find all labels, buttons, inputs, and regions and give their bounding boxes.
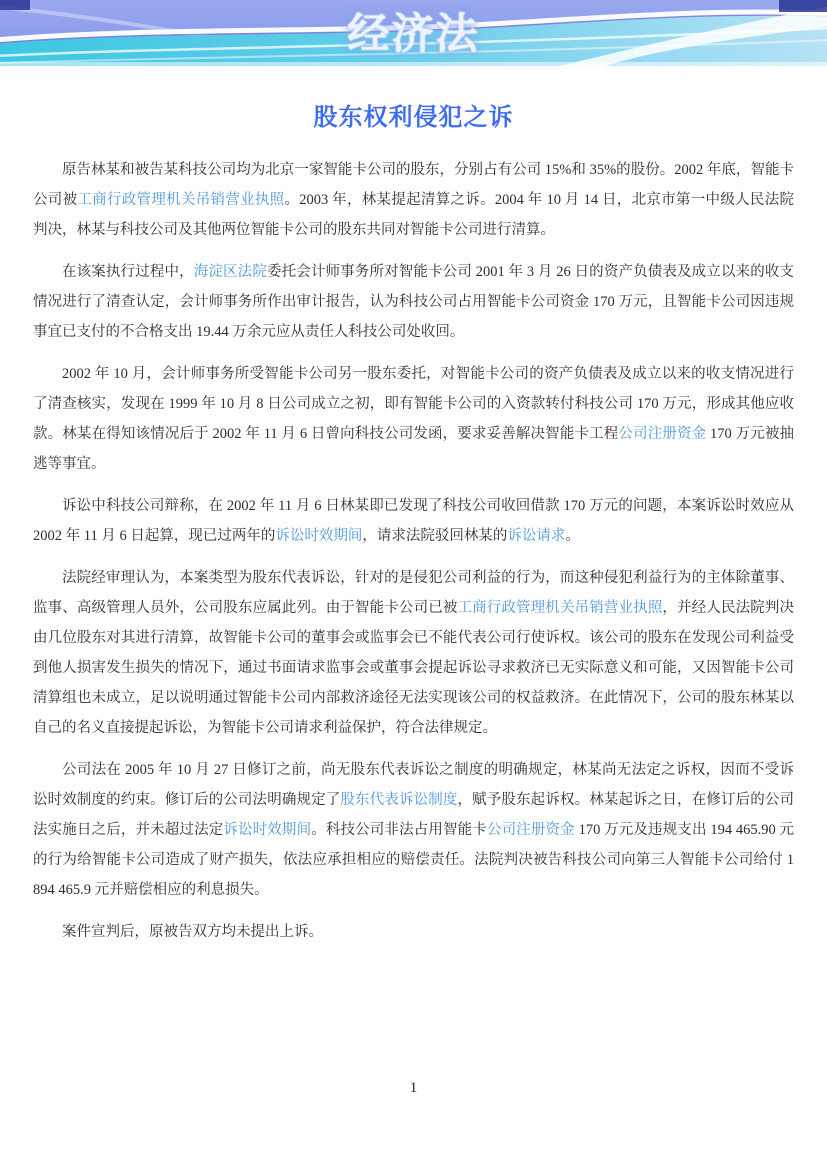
page-number: 1 — [409, 1080, 418, 1096]
paragraph — [33, 491, 794, 551]
paragraph-text: 170 万元及违规支出 194 465.90 元的行为给智能卡公司造成了财产损失，依法应承担相应的赔偿责任。法院判决被告科技公司向第三人智能卡公司给付 1 894 465.9 元并赔偿相应的利息损失。 — [33, 822, 795, 898]
paragraph-text: 公司法在 2005 年 10 月 27 日修订之前，尚无股东代表诉讼之制度的明确规定，林某尚无法定之诉权，因而不受诉讼时效制度的约束。修订后的公司法明确规定了 — [33, 762, 794, 808]
paragraph-text: ，赋予股东起诉权。林某起诉之日，在修订后的公司法实施日之后，并未超过法定 — [33, 792, 795, 838]
term-link[interactable]: 公司注册资金 — [618, 426, 707, 442]
header-banner — [0, 0, 827, 66]
term-link[interactable]: 公司注册资金 — [486, 822, 575, 838]
paragraph-text: 在该案执行过程中， — [62, 264, 194, 280]
term-link[interactable]: 诉讼时效期间 — [223, 822, 312, 838]
paragraph — [33, 917, 794, 947]
paragraph-text: 委托会计师事务所对智能卡公司 2001 年 3 月 26 日的资产负债表及成立以来的收支情况进行了清查认定，会计师事务所作出审计报告，认为科技公司占用智能卡公司资金 170 万元，且智能卡公司因违规事宜已支付的不合格支出 19.44 万余元应从责任人科技公司处收回。 — [33, 264, 795, 340]
term-link[interactable]: 工商行政管理机关吊销营业执照 — [457, 600, 663, 616]
document-title: 股东权利侵犯之诉 — [313, 105, 514, 131]
paragraph — [33, 359, 794, 479]
term-link[interactable]: 股东代表诉讼制度 — [340, 792, 458, 808]
paragraph-text: 诉讼中科技公司辩称，在 2002 年 11 月 6 日林某即已发现了科技公司收回借款 170 万元的问题，本案诉讼时效应从 2002 年 11 月 6 日起算，现已过两年的 — [33, 498, 794, 544]
banner-title: 经济法 — [347, 12, 480, 58]
paragraph-text: 。科技公司非法占用智能卡 — [311, 822, 487, 838]
paragraph — [33, 563, 794, 743]
term-link[interactable]: 工商行政管理机关吊销营业执照 — [77, 192, 285, 208]
document-body — [33, 155, 794, 947]
paragraph — [33, 755, 794, 905]
paragraph-text: 原告林某和被告某科技公司均为北京一家智能卡公司的股东，分别占有公司 15%和 35%的股份。2002 年底，智能卡公司被 — [33, 162, 794, 208]
paragraph-text: 170 万元被抽逃等事宜。 — [33, 426, 795, 472]
paragraph-text: ，请求法院驳回林某的 — [362, 528, 508, 544]
paragraph-text: 。 — [565, 528, 580, 544]
paragraph — [33, 257, 794, 347]
paragraph-text: 案件宣判后，原被告双方均未提出上诉。 — [62, 924, 323, 940]
paragraph-text: 。2003 年，林某提起清算之诉。2004 年 10 月 14 日，北京市第一中级人民法院判决，林某与科技公司及其他两位智能卡公司的股东共同对智能卡公司进行清算。 — [33, 192, 795, 238]
term-link[interactable]: 海淀区法院 — [193, 264, 267, 280]
paragraph-text: 2002 年 10 月，会计师事务所受智能卡公司另一股东委托，对智能卡公司的资产负债表及成立以来的收支情况进行了清查核实，发现在 1999 年 10 月 8 日公司成立之初，即有智能卡公司的入资款转付科技公司 170 万元，形成其他应收款。林某在得知该情况后于 2002 年 11 月 6 日曾向科技公司发函，要求妥善解决智能卡工程 — [33, 366, 794, 442]
paragraph-text: ，并经人民法院判决由几位股东对其进行清算，故智能卡公司的董事会或监事会已不能代表公司行使诉权。该公司的股东在发现公司利益受到他人损害发生损失的情况下，通过书面请求监事会或董事会提起诉讼寻求救济已无实际意义和可能，又因智能卡公司清算组也未成立，足以说明通过智能卡公司内部救济途径无法实现该公司的权益救济。在此情况下，公司的股东林某以自己的名义直接提起诉讼，为智能卡公司请求利益保护，符合法律规定。 — [33, 600, 795, 736]
paragraph-text: 法院经审理认为，本案类型为股东代表诉讼，针对的是侵犯公司利益的行为，而这种侵犯利益行为的主体除董事、监事、高级管理人员外，公司股东应属此列。由于智能卡公司已被 — [33, 570, 794, 616]
term-link[interactable]: 诉讼请求 — [507, 528, 566, 544]
term-link[interactable]: 诉讼时效期间 — [275, 528, 363, 544]
paragraph — [33, 155, 794, 245]
